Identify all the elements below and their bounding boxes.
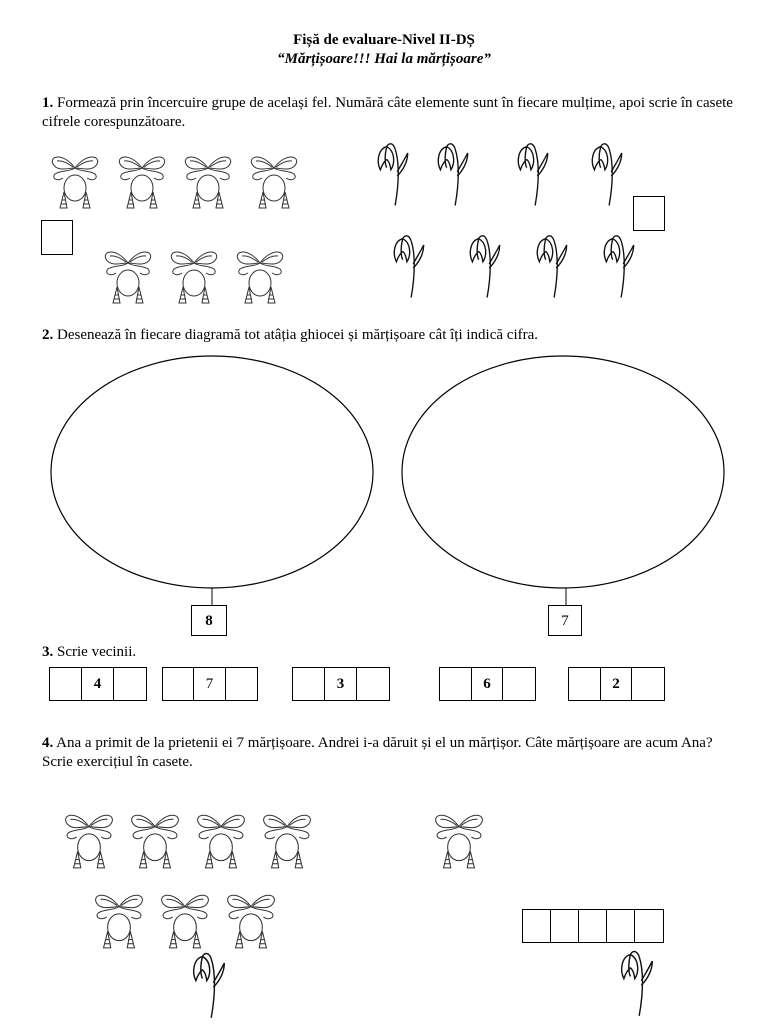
exercise-box[interactable] <box>579 910 607 942</box>
exercise-boxes <box>522 909 664 943</box>
neighbor-blank-before[interactable] <box>50 668 82 700</box>
martisor-icon <box>124 806 186 872</box>
neighbor-box-group <box>292 667 390 701</box>
exercise-box[interactable] <box>523 910 551 942</box>
martisor-icon <box>154 886 216 952</box>
worksheet-title: Fișă de evaluare-Nivel II-DȘ <box>293 32 475 48</box>
task-text: Ana a primit de la prietenii ei 7 mărțișoare. Andrei i-a dăruit și el un mărțișor. Câte mărțișoare are acum Ana? Scrie exercițiul în casete. <box>42 735 713 770</box>
martisor-icon <box>88 886 150 952</box>
neighbor-blank-before[interactable] <box>569 668 601 700</box>
task-number: 3. <box>42 644 54 660</box>
neighbor-blank-before[interactable] <box>163 668 194 700</box>
neighbor-number: 2 <box>601 668 633 700</box>
task-text: Desenează în fiecare diagramă tot atâția ghiocei și mărțișoare cât îți indică cifra. <box>53 327 539 343</box>
martisor-icon <box>220 886 282 952</box>
neighbor-number: 4 <box>82 668 114 700</box>
martisor-icon <box>428 806 490 872</box>
neighbor-blank-after[interactable] <box>632 668 664 700</box>
neighbor-number: 3 <box>325 668 357 700</box>
neighbor-box-group <box>568 667 665 701</box>
venn-diagram-left[interactable] <box>51 356 373 588</box>
worksheet-subtitle: “Mărțișoare!!! Hai la mărțișoare” <box>277 51 491 67</box>
exercise-box[interactable] <box>635 910 663 942</box>
neighbor-blank-before[interactable] <box>440 668 472 700</box>
neighbor-blank-before[interactable] <box>293 668 325 700</box>
diagram-number-7: 7 <box>548 605 582 636</box>
martisor-icon <box>190 806 252 872</box>
task-4 <box>42 734 742 772</box>
snowdrop-icon <box>186 950 232 1020</box>
task-text: Scrie vecinii. <box>53 644 137 660</box>
venn-diagram-right[interactable] <box>402 356 724 588</box>
neighbor-number: 7 <box>194 668 225 700</box>
martisor-icon <box>256 806 318 872</box>
exercise-box[interactable] <box>551 910 579 942</box>
neighbor-blank-after[interactable] <box>503 668 535 700</box>
snowdrop-icon <box>614 948 660 1018</box>
neighbor-box-group <box>162 667 258 701</box>
task-number: 2. <box>42 327 54 343</box>
neighbor-blank-after[interactable] <box>226 668 257 700</box>
task-text: Formează prin încercuire grupe de același fel. Numără câte elemente sunt în fiecare mulțime, apoi scrie în casete cifrele corespunzătoare. <box>42 95 733 130</box>
exercise-box[interactable] <box>607 910 635 942</box>
neighbor-number: 6 <box>472 668 504 700</box>
task-number: 1. <box>42 95 54 111</box>
martisor-icon <box>58 806 120 872</box>
task-number: 4. <box>42 735 54 751</box>
task-3 <box>42 643 742 662</box>
neighbor-blank-after[interactable] <box>357 668 389 700</box>
neighbor-box-group <box>439 667 536 701</box>
neighbor-blank-after[interactable] <box>114 668 146 700</box>
diagram-number-8: 8 <box>191 605 227 636</box>
neighbor-box-group <box>49 667 147 701</box>
